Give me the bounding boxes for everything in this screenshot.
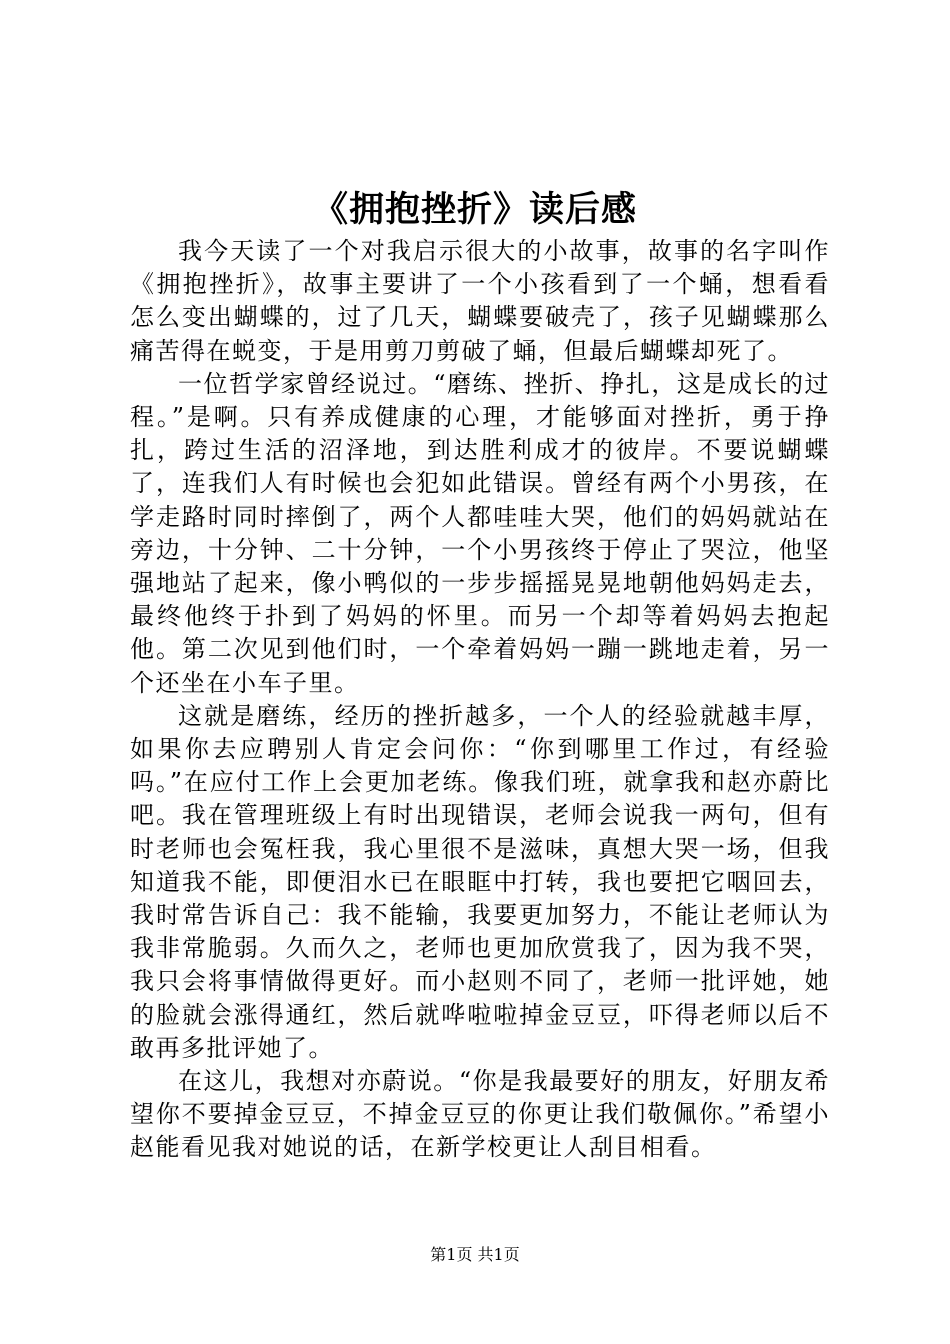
paragraph-1: 我今天读了一个对我启示很大的小故事，故事的名字叫作《拥抱挫折》，故事主要讲了一个小孩看到了一个蛹，想看看怎么变出蝴蝶的，过了几天，蝴蝶要破壳了，孩子见蝴蝶那么痛苦得在蜕变，于是用剪刀剪破了蛹，但最后蝴蝶却死了。 bbox=[130, 237, 830, 365]
paragraph-3: 这就是磨练，经历的挫折越多，一个人的经验就越丰厚，如果你去应聘别人肯定会问你：“你到哪里工作过，有经验吗。”在应付工作上会更加老练。像我们班，就拿我和赵亦蔚比吧。我在管理班级上有时出现错误，老师会说我一两句，但有时老师也会冤枉我，我心里很不是滋味，真想大哭一场，但我知道我不能，即便泪水已在眼眶中打转，我也要把它咽回去，我时常告诉自己：我不能输，我要更加努力，不能让老师认为我非常脆弱。久而久之，老师也更加欣赏我了，因为我不哭，我只会将事情做得更好。而小赵则不同了，老师一批评她，她的脸就会涨得通红，然后就哗啦啦掉金豆豆，吓得老师以后不敢再多批评她了。 bbox=[130, 701, 830, 1062]
page-footer: 第1页 共1页 bbox=[430, 1245, 520, 1264]
document-title: 《拥抱挫折》读后感 bbox=[312, 189, 637, 230]
paragraph-2: 一位哲学家曾经说过。“磨练、挫折、挣扎，这是成长的过程。”是啊。只有养成健康的心理，才能够面对挫折，勇于挣扎，跨过生活的沼泽地，到达胜利成才的彼岸。不要说蝴蝶了，连我们人有时候也会犯如此错误。曾经有两个小男孩，在学走路时同时摔倒了，两个人都哇哇大哭，他们的妈妈就站在旁边，十分钟、二十分钟，一个小男孩终于停止了哭泣，他坚强地站了起来，像小鸭似的一步步摇摇晃晃地朝他妈妈走去，最终他终于扑到了妈妈的怀里。而另一个却等着妈妈去抱起他。第二次见到他们时，一个牵着妈妈一蹦一跳地走着，另一个还坐在小车子里。 bbox=[130, 369, 830, 697]
document-body bbox=[130, 235, 830, 1165]
paragraph-4: 在这儿，我想对亦蔚说。“你是我最要好的朋友，好朋友希望你不要掉金豆豆，不掉金豆豆的你更让我们敬佩你。”希望小赵能看见我对她说的话，在新学校更让人刮目相看。 bbox=[130, 1067, 830, 1162]
